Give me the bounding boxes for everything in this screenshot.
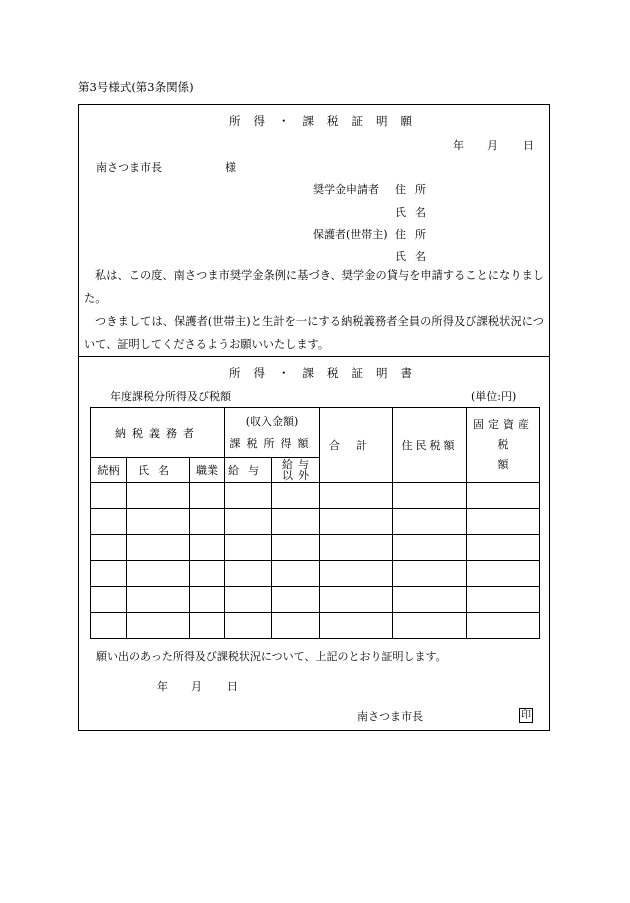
header-occupation: 職業 — [190, 458, 225, 483]
table-cell[interactable] — [190, 561, 225, 587]
table-cell[interactable] — [127, 535, 190, 561]
header-name: 氏名 — [127, 458, 190, 483]
certificate-date-month: 月 — [191, 680, 202, 693]
table-cell[interactable] — [127, 587, 190, 613]
form-label: 第3号様式(第3条関係) — [78, 80, 194, 94]
header-property-tax-line1: 固定資産 — [473, 418, 534, 431]
header-total: 合計 — [320, 408, 393, 483]
table-cell[interactable] — [225, 509, 272, 535]
table-row — [91, 535, 540, 561]
table-cell[interactable] — [272, 613, 320, 639]
header-income-amount: (収入金額) — [245, 414, 299, 428]
unit-label: (単位:円) — [471, 390, 517, 403]
table-cell[interactable] — [320, 509, 393, 535]
table-cell[interactable] — [190, 587, 225, 613]
header-non-salary-line1: 給与 — [282, 458, 315, 471]
table-row — [91, 483, 540, 509]
tax-table — [90, 407, 540, 639]
applicant-label: 奨学金申請者 — [313, 183, 379, 196]
table-cell[interactable] — [320, 535, 393, 561]
guardian-label: 保護者(世帯主) — [313, 228, 388, 241]
table-cell[interactable] — [393, 587, 467, 613]
honorific: 様 — [225, 161, 236, 174]
certificate-date-day: 日 — [227, 680, 238, 693]
table-cell[interactable] — [393, 509, 467, 535]
table-cell[interactable] — [225, 483, 272, 509]
header-relation: 続柄 — [91, 458, 127, 483]
table-cell[interactable] — [190, 613, 225, 639]
table-cell[interactable] — [225, 587, 272, 613]
table-cell[interactable] — [91, 483, 127, 509]
guardian-name-label: 氏名 — [395, 250, 435, 263]
applicant-name-label: 氏名 — [395, 206, 435, 219]
table-cell[interactable] — [127, 613, 190, 639]
table-cell[interactable] — [467, 587, 540, 613]
table-cell[interactable] — [467, 535, 540, 561]
guardian-address-label: 住所 — [395, 228, 435, 241]
certificate-subtitle: 年度課税分所得及び税額 — [110, 390, 231, 403]
header-salary: 給与 — [225, 458, 272, 483]
table-cell[interactable] — [467, 509, 540, 535]
header-non-salary — [272, 458, 320, 483]
application-title: 所得・課税証明願 — [229, 114, 425, 128]
application-date-month: 月 — [487, 139, 498, 152]
certificate-statement: 願い出のあった所得及び課税状況について、上記のとおり証明します。 — [96, 650, 447, 663]
table-cell[interactable] — [272, 483, 320, 509]
table-cell[interactable] — [127, 509, 190, 535]
certificate-date-year: 年 — [157, 680, 168, 693]
header-income — [225, 408, 320, 458]
table-cell[interactable] — [272, 561, 320, 587]
table-row — [91, 587, 540, 613]
application-paragraph-2: つきましては、保護者(世帯主)と生計を一にする納税義務者全員の所得及び課税状況について、証明してくださるようお願いいたします。 — [84, 315, 544, 351]
certificate-title: 所得・課税証明書 — [229, 366, 425, 380]
table-cell[interactable] — [467, 613, 540, 639]
table-row — [91, 509, 540, 535]
application-date-day: 日 — [523, 139, 534, 152]
table-cell[interactable] — [91, 561, 127, 587]
table-row — [91, 561, 540, 587]
applicant-address-label: 住所 — [395, 183, 435, 196]
table-cell[interactable] — [91, 509, 127, 535]
table-cell[interactable] — [190, 535, 225, 561]
header-taxpayer: 納税義務者 — [91, 408, 225, 458]
table-cell[interactable] — [393, 613, 467, 639]
table-cell[interactable] — [91, 535, 127, 561]
header-resident-tax: 住民税額 — [393, 408, 467, 483]
table-cell[interactable] — [190, 509, 225, 535]
table-cell[interactable] — [225, 561, 272, 587]
table-cell[interactable] — [320, 561, 393, 587]
table-cell[interactable] — [272, 535, 320, 561]
table-cell[interactable] — [467, 561, 540, 587]
table-cell[interactable] — [225, 535, 272, 561]
table-cell[interactable] — [190, 483, 225, 509]
table-cell[interactable] — [91, 613, 127, 639]
header-non-salary-line2: 以外 — [282, 469, 315, 482]
table-cell[interactable] — [127, 483, 190, 509]
seal-mark: 印 — [521, 710, 531, 721]
header-property-tax-line2: 税額 — [497, 438, 529, 471]
header-property-tax — [467, 408, 540, 483]
table-cell[interactable] — [320, 483, 393, 509]
header-taxable-income: 課税所得額 — [229, 436, 315, 450]
addressee: 南さつま市長 — [96, 161, 162, 174]
table-cell[interactable] — [320, 613, 393, 639]
table-cell[interactable] — [393, 483, 467, 509]
table-cell[interactable] — [393, 561, 467, 587]
table-cell[interactable] — [467, 483, 540, 509]
table-cell[interactable] — [225, 613, 272, 639]
section-divider — [78, 356, 550, 357]
issuer: 南さつま市長 — [357, 710, 423, 723]
table-cell[interactable] — [127, 561, 190, 587]
table-cell[interactable] — [320, 587, 393, 613]
table-cell[interactable] — [272, 587, 320, 613]
application-paragraph-1: 私は、この度、南さつま市奨学金条例に基づき、奨学金の貸与を申請することになりました。 — [84, 269, 544, 305]
table-cell[interactable] — [393, 535, 467, 561]
application-date-year: 年 — [453, 139, 464, 152]
table-row — [91, 613, 540, 639]
table-cell[interactable] — [91, 587, 127, 613]
table-cell[interactable] — [272, 509, 320, 535]
